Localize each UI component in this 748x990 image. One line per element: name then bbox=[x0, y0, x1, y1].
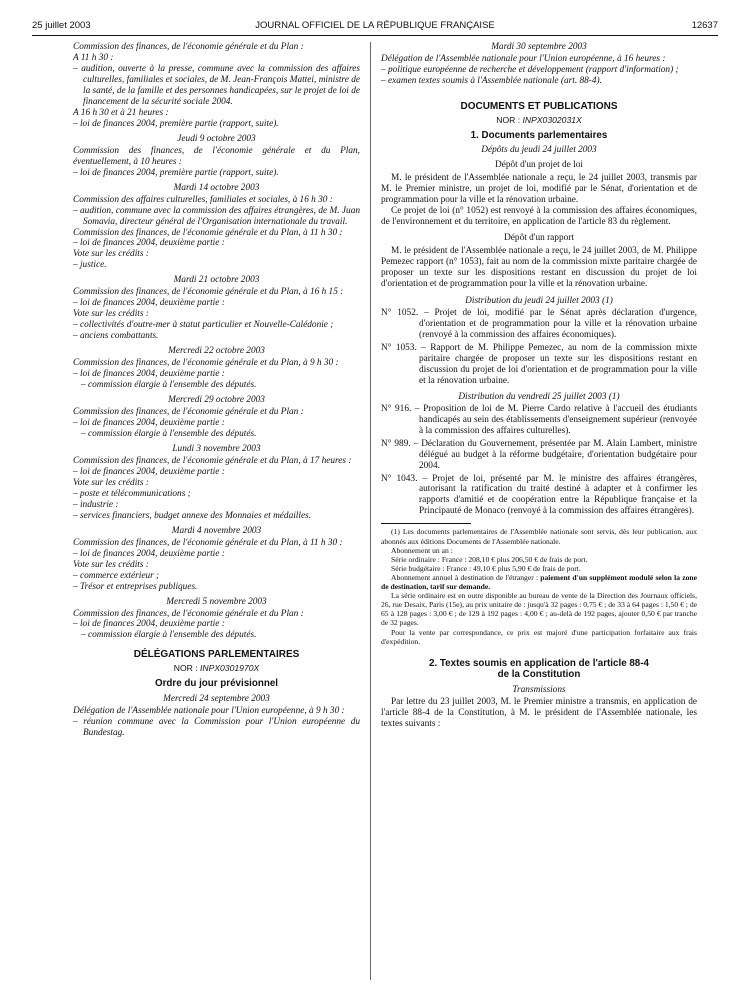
nor-code: INPX0301970X bbox=[200, 663, 260, 674]
day-line: Délégation de l'Assemblée nationale pour l'Union européenne, à 16 heures : bbox=[381, 53, 666, 64]
distribution-item: N° 1053. – Rapport de M. Philippe Pemezec, au nom de la commission mixte paritaire chargée de proposer un texte sur les dispositions restant en discussion du projet de loi d'orientation et de programmation pour la ville et la rénovation urbaine. bbox=[381, 342, 697, 386]
day-line: Commission des finances, de l'économie générale et du Plan, à 9 h 30 : bbox=[73, 358, 339, 369]
day-line: Délégation de l'Assemblée nationale pour l'Union européenne, à 9 h 30 : bbox=[73, 705, 345, 716]
day-line: Commission des finances, de l'économie générale et du Plan, à 11 h 30 : bbox=[73, 537, 343, 548]
day-line: – industrie : bbox=[73, 499, 119, 510]
depot-loi-paragraph: M. le président de l'Assemblée nationale a reçu, le 24 juillet 2003, transmis par M. le Premier ministre, un projet de loi, modifié par le Sénat, d'orientation et de programmation pour la ville et la rénovation urbaine. bbox=[381, 173, 697, 206]
nor-label: NOR : bbox=[496, 114, 521, 125]
footnote-paragraph: Pour la vente par correspondance, ce prix est majoré d'une participation forfaitaire aux frais d'expédition. bbox=[381, 627, 697, 646]
day-line: Commission des finances, de l'économie générale et du Plan, à 11 h 30 : bbox=[73, 227, 343, 238]
nor-reference bbox=[381, 115, 697, 125]
day-line: Vote sur les crédits : bbox=[73, 249, 149, 260]
nor-label: NOR : bbox=[173, 663, 198, 674]
day-line: Commission des finances, de l'économie générale et du Plan : bbox=[73, 407, 304, 418]
day-line: – réunion commune avec la Commission pour l'Union européenne du Bundestag. bbox=[73, 716, 360, 738]
day-line: – Trésor et entreprises publiques. bbox=[73, 581, 198, 592]
footnote-bold-text: paiement d'un supplément modulé selon la zone de destination, tarif sur demande. bbox=[381, 572, 697, 592]
day-line: Commission des finances, de l'économie générale et du Plan : bbox=[73, 608, 304, 619]
day-heading: Mardi 21 octobre 2003 bbox=[173, 275, 260, 286]
intro-audition: – audition, ouverte à la presse, commune avec la commission des affaires culturelles, familiales et sociales, de M. Jean-François Mattei, ministre de la santé, de la famille et des personnes handicapées, sur le projet de loi de financement de la sécurité sociale 2004. bbox=[73, 63, 360, 107]
footnote-text: Abonnement annuel à destination de l'étranger : bbox=[391, 572, 541, 582]
day-heading: Mercredi 29 octobre 2003 bbox=[168, 395, 265, 406]
distribution-item: N° 1052. – Projet de loi, modifié par le Sénat après déclaration d'urgence, d'orientation et de programmation pour la ville et la rénovation urbaine (renvoyé à la commission des affaires économiques). bbox=[381, 307, 697, 340]
left-column bbox=[73, 42, 360, 739]
intro-time-2: A 16 h 30 et à 21 heures : bbox=[73, 107, 169, 118]
day-line: Commission des finances, de l'économie générale et du Plan, à 16 h 15 : bbox=[73, 287, 344, 298]
right-column bbox=[381, 42, 697, 730]
section-heading-textes-line1: 2. Textes soumis en application de l'article 88-4 bbox=[429, 657, 649, 669]
depot-loi-paragraph: Ce projet de loi (n° 1052) est renvoyé à la commission des affaires économiques, de l'environnement et du territoire, en application de l'article 83 du règlement. bbox=[381, 206, 697, 228]
day-heading: Mardi 4 novembre 2003 bbox=[171, 525, 262, 536]
intro-time: A 11 h 30 : bbox=[73, 52, 114, 63]
day-heading: Mardi 30 septembre 2003 bbox=[491, 42, 587, 52]
column-divider bbox=[370, 42, 371, 980]
day-heading: Mercredi 5 novembre 2003 bbox=[166, 596, 267, 607]
day-line: – justice. bbox=[73, 260, 107, 271]
distribution-title: Distribution du jeudi 24 juillet 2003 (1) bbox=[465, 295, 613, 306]
footnote bbox=[381, 527, 697, 645]
nor-code: INPX0302031X bbox=[522, 114, 582, 125]
day-line: Commission des finances, de l'économie générale et du Plan, à 17 heures : bbox=[73, 455, 352, 466]
footnote-paragraph: Abonnement un an : bbox=[391, 545, 453, 555]
footnote-paragraph: Série budgétaire : France : 49,10 € plus 5,90 € de frais de port. bbox=[391, 563, 581, 573]
day-line: – audition, commune avec la commission des affaires étrangères, de M. Juan Somavia, directeur général de l'Organisation internationale du travail. bbox=[73, 205, 360, 227]
day-heading: Lundi 3 novembre 2003 bbox=[172, 443, 261, 454]
day-line: – services financiers, budget annexe des Monnaies et médailles. bbox=[73, 510, 312, 521]
running-header bbox=[32, 20, 718, 36]
depot-loi-title: Dépôt d'un projet de loi bbox=[495, 160, 583, 171]
subheading-ordre-du-jour: Ordre du jour prévisionnel bbox=[154, 678, 279, 690]
transmissions-paragraph: Par lettre du 23 juillet 2003, M. le Premier ministre a transmis, en application de l'article 88-4 de la Constitution, à M. le président de l'Assemblée nationale, les textes suivants : bbox=[381, 696, 697, 729]
day-line: Vote sur les crédits : bbox=[73, 309, 149, 320]
day-heading: Jeudi 9 octobre 2003 bbox=[177, 133, 256, 144]
day-line: – politique européenne de recherche et développement (rapport d'information) ; bbox=[381, 64, 679, 75]
intro-item: – loi de finances 2004, première partie (rapport, suite). bbox=[73, 118, 279, 129]
day-heading: Mercredi 22 octobre 2003 bbox=[168, 346, 265, 357]
distribution-item: N° 1043. – Projet de loi, présenté par M. le ministre des affaires étrangères, autorisant la ratification du traité destiné à adapter et à confirmer les rapports d'amitié et de coopération entre la République française et la Principauté de Monaco (renvoyé à la commission des affaires étrangères). bbox=[381, 473, 697, 517]
intro-commission: Commission des finances, de l'économie générale et du Plan : bbox=[73, 42, 304, 52]
footnote-paragraph bbox=[381, 573, 697, 591]
depot-rapport-paragraph: M. le président de l'Assemblée nationale a reçu, le 24 juillet 2003, de M. Philippe Pemezec rapport (n° 1053), fait au nom de la commission mixte paritaire chargée de proposer un texte sur les dispositions restant en discussion du projet de loi d'orientation et de programmation pour la ville et la rénovation urbaine. bbox=[381, 246, 697, 290]
depot-rapport-title: Dépôt d'un rapport bbox=[504, 233, 574, 244]
section-heading-textes-line2: de la Constitution bbox=[497, 669, 581, 681]
depots-date: Dépôts du jeudi 24 juillet 2003 bbox=[481, 145, 597, 156]
footnote-paragraph: Série ordinaire : France : 208,10 € plus 206,50 € de frais de port. bbox=[391, 554, 588, 564]
day-line: – loi de finances 2004, deuxième partie : bbox=[73, 418, 225, 428]
footnote-rule bbox=[381, 523, 471, 524]
day-line: Vote sur les crédits : bbox=[73, 477, 149, 488]
day-line: – commission élargie à l'ensemble des députés. bbox=[81, 630, 257, 641]
footnote-paragraph: La série ordinaire est en outre disponible au bureau de vente de la Direction des Journaux officiels, 26, rue Desaix, Paris (15e), au prix unitaire de : jusqu'à 32 pages : 0,75 € ; de 33 à 64 pages : 1,50 € ; de 65 à 128 pages : 3,00 € ; de 129 à 192 pages : 4,00 € ; au-delà de 192 pages, ajouter 0,50 € par tranche de 32 pages. bbox=[381, 591, 697, 628]
day-line: – collectivités d'outre-mer à statut particulier et Nouvelle-Calédonie ; bbox=[73, 320, 334, 331]
day-line: Commission des affaires culturelles, familiales et sociales, à 16 h 30 : bbox=[73, 194, 333, 205]
day-line: – commerce extérieur ; bbox=[73, 570, 160, 581]
day-line: – poste et télécommunications ; bbox=[73, 488, 191, 499]
day-line: – loi de finances 2004, deuxième partie : bbox=[73, 619, 225, 630]
distribution-item: N° 989. – Déclaration du Gouvernement, présentée par M. Alain Lambert, ministre délégué au budget à la réforme budgétaire, d'orientation budgétaire pour 2004. bbox=[381, 438, 697, 471]
nor-reference bbox=[73, 663, 360, 673]
day-line: Commission des finances, de l'économie générale et du Plan, éventuellement, à 10 heures : bbox=[73, 145, 360, 167]
header-rule bbox=[32, 35, 718, 36]
day-line: – loi de finances 2004, deuxième partie : bbox=[73, 369, 225, 380]
day-line: – commission élargie à l'ensemble des députés. bbox=[81, 428, 257, 439]
distribution-item: N° 916. – Proposition de loi de M. Pierre Cardo relative à l'accueil des étudiants handicapés au sein des établissements d'enseignement supérieur (renvoyée à la commission des affaires culturelles). bbox=[381, 403, 697, 436]
subheading-documents-parlementaires: 1. Documents parlementaires bbox=[470, 129, 608, 141]
day-line: – loi de finances 2004, deuxième partie : bbox=[73, 466, 225, 477]
distribution-title: Distribution du vendredi 25 juillet 2003 (1) bbox=[458, 391, 620, 402]
footnote-paragraph: (1) Les documents parlementaires de l'Assemblée nationale sont servis, dès leur publication, aux abonnés aux éditions Documents de l'Assemblée nationale. bbox=[381, 527, 697, 546]
day-heading: Mercredi 24 septembre 2003 bbox=[163, 693, 270, 704]
day-line: – loi de finances 2004, première partie (rapport, suite). bbox=[73, 167, 279, 178]
header-journal-title: JOURNAL OFFICIEL DE LA RÉPUBLIQUE FRANÇAISE bbox=[255, 20, 495, 31]
day-line: – loi de finances 2004, deuxième partie : bbox=[73, 238, 225, 249]
day-line: – examen textes soumis à l'Assemblée nationale (art. 88-4). bbox=[381, 75, 602, 86]
day-line: – commission élargie à l'ensemble des députés. bbox=[81, 380, 257, 391]
day-line: – loi de finances 2004, deuxième partie : bbox=[73, 548, 225, 559]
day-line: Vote sur les crédits : bbox=[73, 559, 149, 570]
day-line: – loi de finances 2004, deuxième partie : bbox=[73, 298, 225, 309]
section-heading-documents: DOCUMENTS ET PUBLICATIONS bbox=[460, 100, 618, 112]
header-date: 25 juillet 2003 bbox=[32, 20, 91, 31]
section-heading-delegations: DÉLÉGATIONS PARLEMENTAIRES bbox=[133, 649, 300, 661]
day-heading: Mardi 14 octobre 2003 bbox=[173, 182, 260, 193]
header-page-number: 12637 bbox=[691, 20, 718, 31]
day-line: – anciens combattants. bbox=[73, 331, 159, 342]
transmissions-subheading: Transmissions bbox=[512, 684, 566, 695]
